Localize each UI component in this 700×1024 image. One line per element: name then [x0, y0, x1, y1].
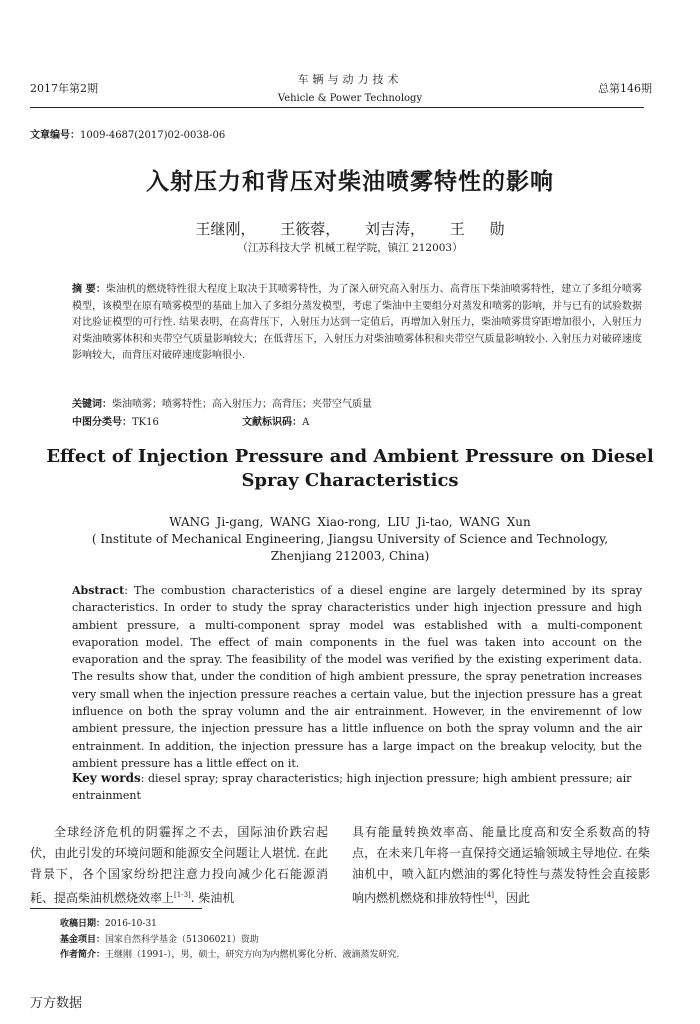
abstract-en-text: : The combustion characteristics of a diesel engine are largely determined by its spray characteristics. In order to study the spray characteristics under high injection pressure and high ambient pressure, a multi-component spray model was established with a multi-component evaporation model. The effect of main components in the fuel was taken into account on the evaporation and the spray. The feasibility of the model was verified by the existing experiment data. The results show that, under the condition of high ambient pressure, the spray penetration increases very small when the injection pressure reaches a certain value, but the injection pressure has a great influence on both the spray volumn and the air entrainment. However, in the enviremennt of low ambient pressure, the injection pressure has a little influence on both the spray volumn and the air entrainment. In addition, the injection pressure has a large impact on the breakup velocity, but the ambient pressure has a little effect on it.	[72, 584, 642, 770]
article-number-label: 文章编号：	[30, 130, 80, 141]
received-label: 收稿日期：	[60, 919, 106, 929]
abstract-en	[72, 582, 642, 772]
classification-row	[72, 413, 309, 428]
clc-value: TK16	[132, 417, 159, 428]
body-left-tail: . 柴油机	[190, 891, 235, 905]
keywords-en	[72, 770, 642, 804]
journal-name-en: Vehicle & Power Technology	[277, 93, 423, 104]
affiliation-en-line1: ( Institute of Mechanical Engineering, Jiangsu University of Science and Technology,	[91, 532, 609, 546]
affiliation-en	[0, 531, 700, 565]
citation-4: [4]	[484, 891, 494, 899]
abstract-cn-text: 柴油机的燃烧特性很大程度上取决于其喷雾特性，为了深入研究高入射压力、高背压下柴油喷雾特性，建立了多组分喷雾模型，该模型在原有喷雾模型的基础上加入了多组分蒸发模型，考虑了柴油中主要组分对蒸发和喷雾的影响，并与已有的试验数据对比验证模型的可行性. 结果表明，在高背压下，入射压力达到一定值后，再增加入射压力，柴油喷雾贯穿距增加很小，入射压力对柴油喷雾体积和夹带空气质量影响较大；在低背压下，入射压力对柴油喷雾体积和夹带空气质量影响较小. 入射压力对破碎速度影响较大，而背压对破碎速度影响很小.	[72, 284, 643, 361]
keywords-cn-label: 关键词：	[72, 399, 112, 410]
footnote-received	[60, 917, 620, 933]
keywords-cn-text: 柴油喷雾；喷雾特性；高入射压力；高背压；夹带空气质量	[112, 399, 372, 410]
authors-en: WANG Ji-gang, WANG Xiao-rong, LIU Ji-tao, WANG Xun	[169, 515, 531, 529]
title-en-line2: Spray Characteristics	[241, 470, 459, 491]
journal-name-cn: 车辆与动力技术	[297, 73, 403, 86]
body-column-right	[352, 822, 650, 909]
keywords-cn	[72, 397, 642, 413]
fund-value: 国家自然科学基金（51306021）资助	[105, 934, 259, 945]
article-number	[30, 126, 225, 141]
journal-header	[0, 70, 700, 108]
keywords-en-text: : diesel spray; spray characteristics; high injection pressure; high ambient pressure; air entrainment	[72, 772, 632, 802]
clc-label: 中图分类号：	[72, 417, 132, 428]
footnote-rule	[30, 908, 202, 909]
issue-label: 2017年第2期	[30, 82, 98, 95]
citation-1-3: [1-3]	[174, 891, 191, 899]
footnote-author	[60, 948, 620, 964]
abstract-cn-label: 摘 要：	[72, 284, 106, 295]
author-bio-value: 王继刚（1991-），男，硕士，研究方向为内燃机雾化分析、液滴蒸发研究.	[105, 950, 400, 960]
abstract-cn	[72, 282, 642, 365]
footnote-fund	[60, 933, 620, 949]
affiliation-cn: （江苏科技大学 机械工程学院，镇江 212003）	[237, 242, 463, 254]
title-cn: 入射压力和背压对柴油喷雾特性的影响	[146, 169, 554, 195]
article-number-value: 1009-4687(2017)02-0038-06	[80, 130, 226, 141]
wanfang-watermark: 万方数据	[30, 996, 83, 1011]
fund-label: 基金项目：	[60, 934, 106, 945]
doc-code-value: A	[302, 417, 310, 428]
doc-code-label: 文献标识码：	[242, 417, 303, 428]
affiliation-en-line2: Zhenjiang 212003, China)	[270, 549, 430, 563]
body-column-left	[30, 822, 328, 909]
title-en-line1: Effect of Injection Pressure and Ambient Pressure on Diesel	[46, 446, 654, 467]
total-issue-label: 总第146期	[598, 82, 652, 95]
keywords-en-label: Key words	[72, 771, 141, 785]
abstract-en-label: Abstract	[72, 584, 125, 597]
body-right-text: 具有能量转换效率高、能量比度高和安全系数高的特点，在未来几年将一直保持交通运输领域主导地位. 在柴油机中，喷入缸内燃油的雾化特性与蒸发特性会直接影响内燃机燃烧和排放特性	[352, 825, 650, 905]
footnotes	[60, 917, 620, 964]
received-value: 2016-10-31	[105, 919, 157, 929]
authors-cn: 王继刚， 王筱蓉， 刘吉涛， 王 勋	[195, 220, 505, 238]
header-rule	[30, 107, 644, 108]
body-right-tail: ，因此	[493, 891, 530, 905]
body-left-text: 全球经济危机的阴霾挥之不去，国际油价跌宕起伏，由此引发的环境问题和能源安全问题让人堪忧. 在此背景下，各个国家纷纷把注意力投向减少化石能源消耗、提高柴油机燃烧效率上	[30, 825, 328, 905]
title-en	[0, 445, 700, 493]
author-bio-label: 作者简介：	[60, 950, 106, 960]
